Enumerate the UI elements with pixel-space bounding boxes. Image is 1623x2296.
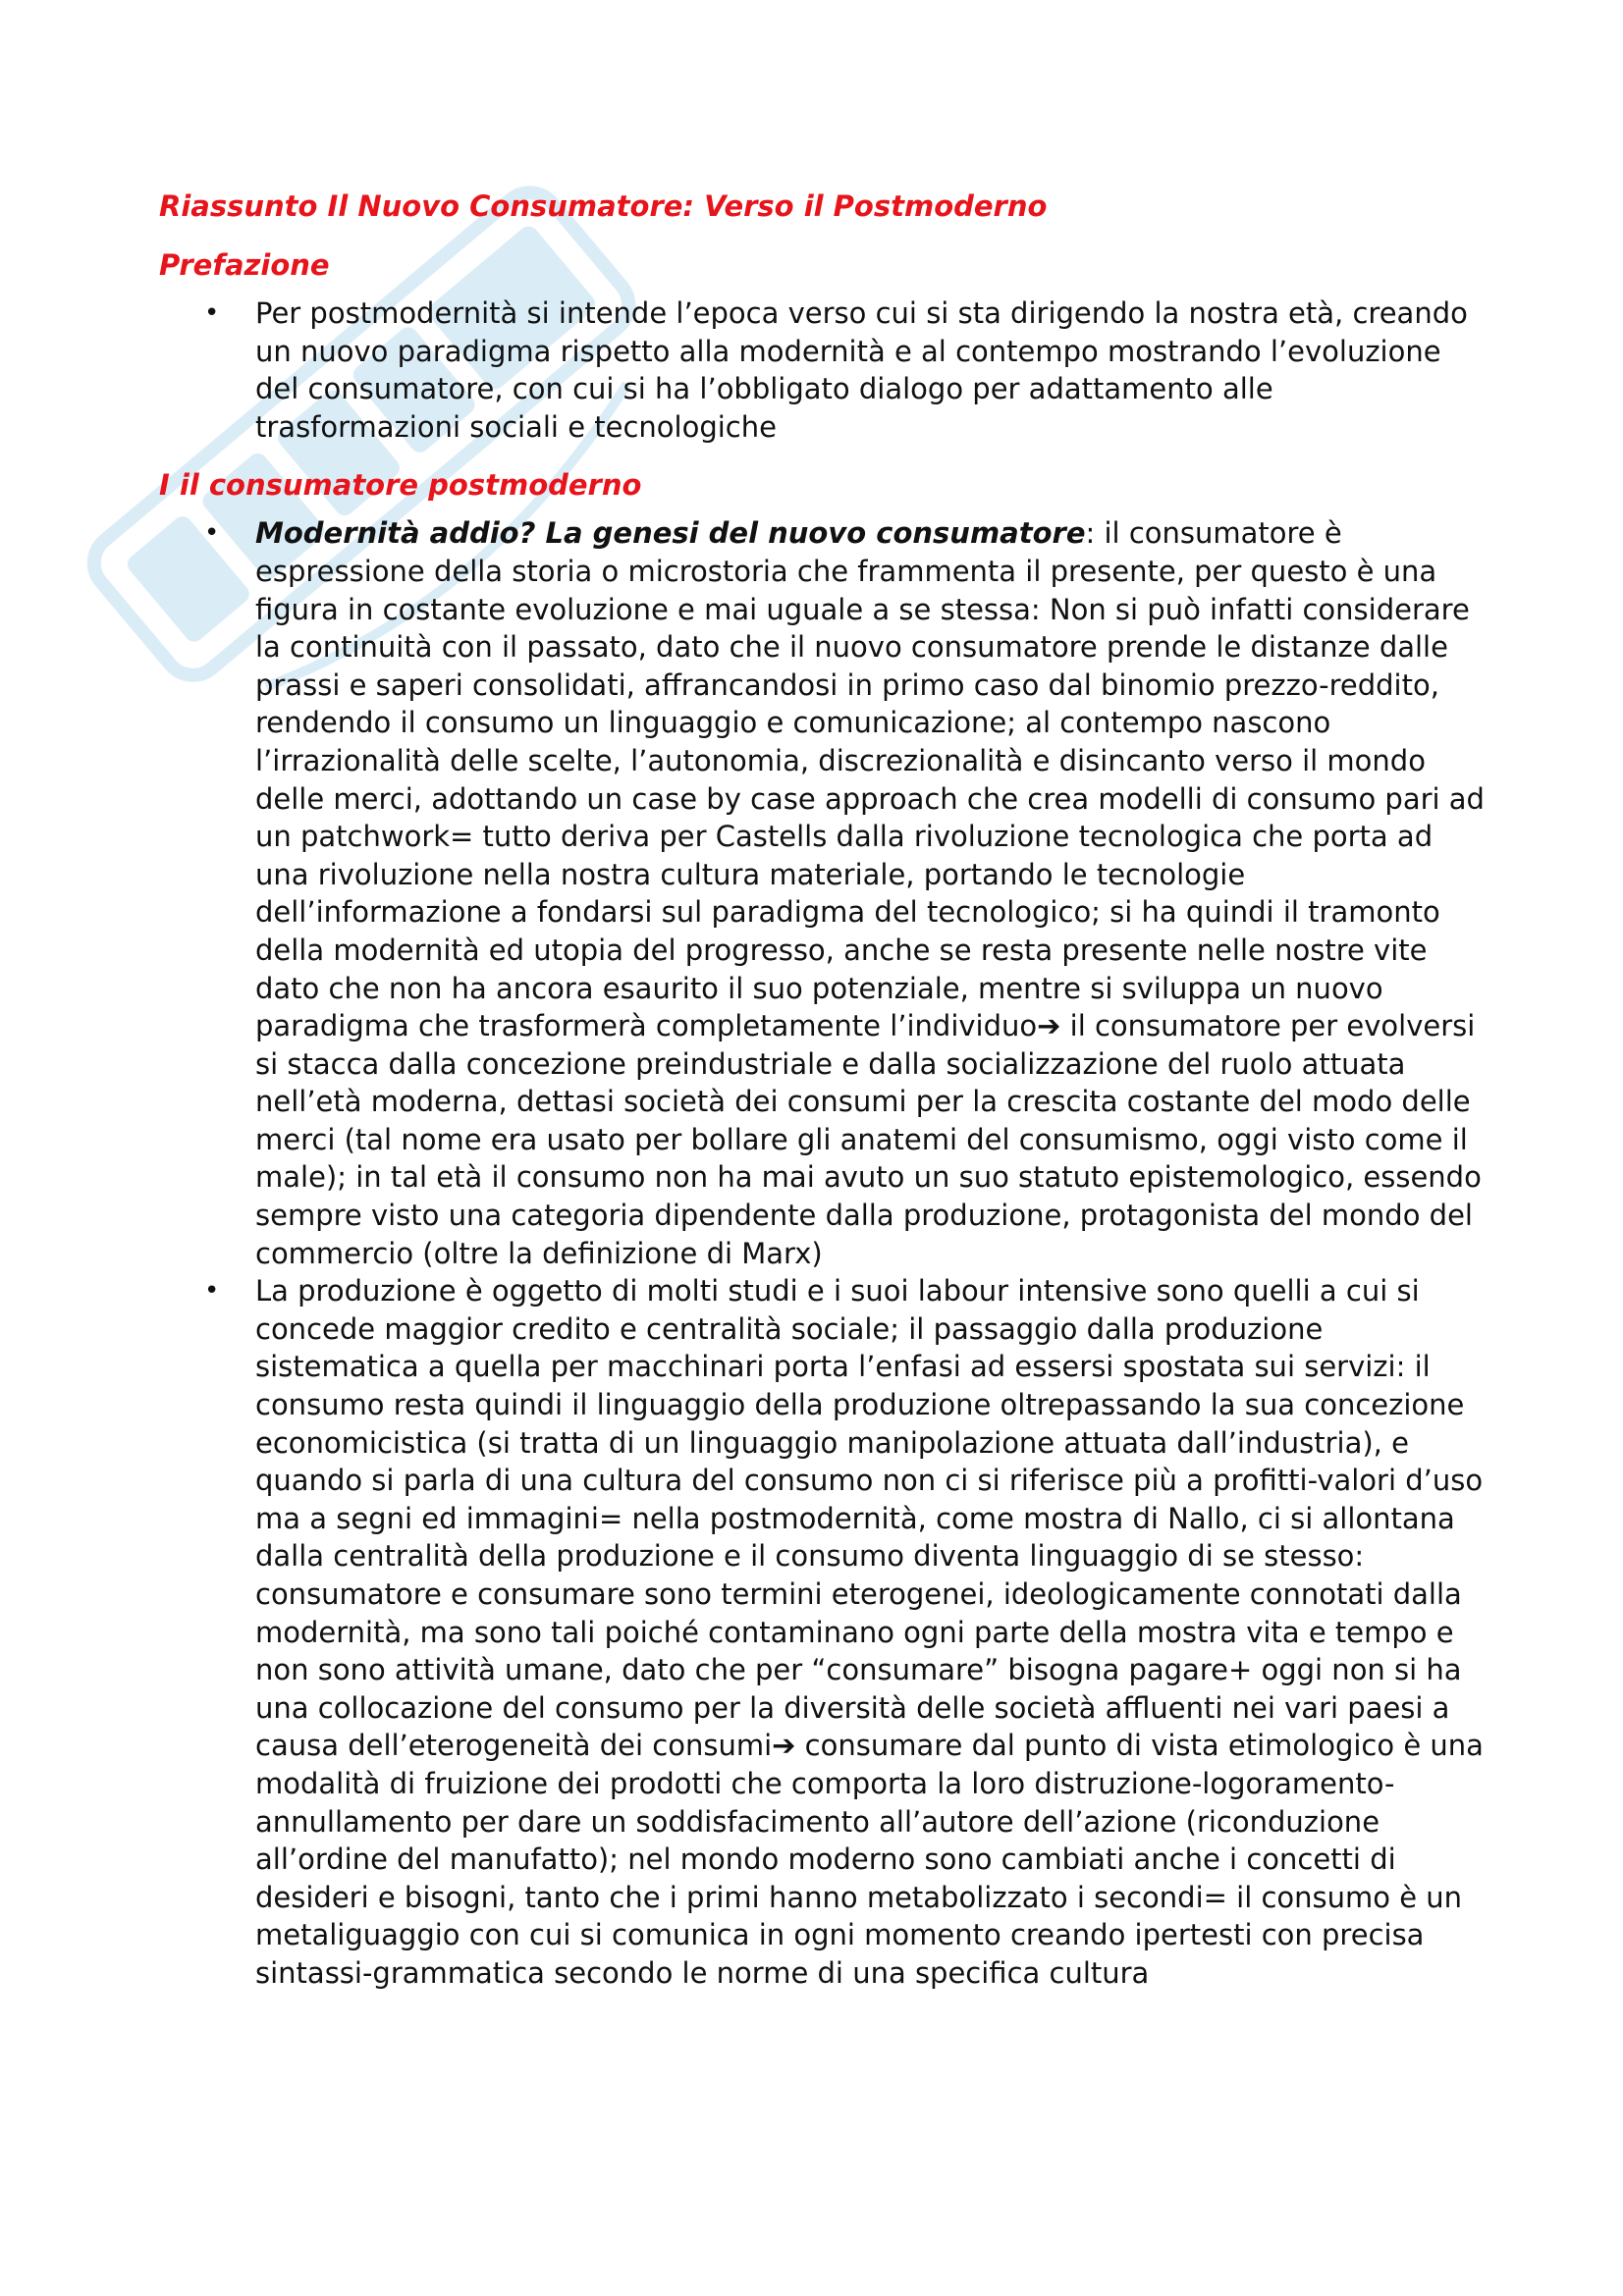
paragraph-text: : il consumatore è espressione della storia o microstoria che frammenta il presente, per questo è una figura in costante evoluzione e mai uguale a se stessa: Non si può infatti considerare la continuità con il passato, dato che il nuovo consumatore prende le distanze dalle prassi e saperi consolidati, affrancandosi in primo caso dal binomio prezzo-reddito, rendendo il consumo un linguaggio e comunicazione; al contempo nascono l’irrazionalità delle scelte, l’autonomia, discrezionalità e disincanto verso il mondo delle merci, adottando un case by case approach che crea modelli di consumo pari ad un patchwork= tutto deriva per Castells dalla rivoluzione tecnologica che porta ad una rivoluzione nella nostra cultura materiale, portando le tecnologie dell’informazione a fondarsi sul paradigma del tecnologico; si ha quindi il tramonto della modernità ed utopia del progresso, anche se resta presente nelle nostre vite dato che non ha ancora esaurito il suo potenziale, mentre si sviluppa un nuovo paradigma che trasformerà completamente l’individuo➔ il consumatore per evolversi si stacca dalla concezione preindustriale e dalla socializzazione del ruolo attuata nell’età moderna, dettasi società dei consumi per la crescita costante del modo delle merci (tal nome era usato per bollare gli anatemi del consumismo, oggi visto come il male); in tal età il consumo non ha mai avuto un suo statuto epistemologico, essendo sempre visto una categoria dipendente dalla produzione, protagonista del mondo del commercio (oltre la definizione di Marx): [255, 516, 1485, 1270]
paragraph-text: Per postmodernità si intende l’epoca verso cui si sta dirigendo la nostra età, creando un nuovo paradigma rispetto alla modernità e al contempo mostrando l’evoluzione del consumatore, con cui si ha l’obbligato dialogo per adattamento alle trasformazioni sociali e tecnologiche: [255, 296, 1468, 444]
section-heading-consumatore: I il consumatore postmoderno: [159, 468, 642, 503]
bullet-list-consumatore: [159, 514, 1485, 1992]
section-heading-prefazione: Prefazione: [159, 248, 330, 282]
paragraph-text: La produzione è oggetto di molti studi e i suoi labour intensive sono quelli a cui si concede maggior credito e centralità sociale; il passaggio dalla produzione sistematica a quella per macchinari porta l’enfasi ad essersi spostata sui servizi: il consumo resta quindi il linguaggio della produzione oltrepassando la sua concezione economicistica (si tratta di un linguaggio manipolazione attuata dall’industria), e quando si parla di una cultura del consumo non ci si riferisce più a profitti-valori d’uso ma a segni ed immagini= nella postmodernità, come mostra di Nallo, ci si allontana dalla centralità della produzione e il consumo diventa linguaggio di se stesso: consumatore e consumare sono termini eterogenei, ideologicamente connotati dalla modernità, ma sono tali poiché contaminano ogni parte della mostra vita e tempo e non sono attività umane, dato che per “consumare” bisogna pagare+ oggi non si ha una collocazione del consumo per la diversità delle società affluenti nei vari paesi a causa dell’eterogeneità dei consumi➔ consumare dal punto di vista etimologico è una modalità di fruizione dei prodotti che comporta la loro distruzione-logoramento-annullamento per dare un soddisfacimento all’autore dell’azione (riconduzione all’ordine del manufatto); nel mondo moderno sono cambiati anche i concetti di desideri e bisogni, tanto che i primi hanno metabolizzato i secondi= il consumo è un metaliguaggio con cui si comunica in ogni momento creando ipertesti con precisa sintassi-grammatica secondo le norme di una specifica cultura: [255, 1274, 1484, 1990]
document-title: Riassunto Il Nuovo Consumatore: Verso il Postmoderno: [159, 189, 1048, 223]
list-item: [159, 294, 1485, 446]
list-item: [159, 514, 1485, 1272]
list-item: [159, 1272, 1485, 1992]
paragraph-lead: Modernità addio? La genesi del nuovo consumatore: [255, 516, 1086, 551]
bullet-icon: •: [204, 1276, 220, 1307]
bullet-icon: •: [204, 298, 220, 328]
document-page: [159, 187, 1485, 1993]
bullet-icon: •: [204, 518, 220, 549]
bullet-list-prefazione: [159, 294, 1485, 446]
